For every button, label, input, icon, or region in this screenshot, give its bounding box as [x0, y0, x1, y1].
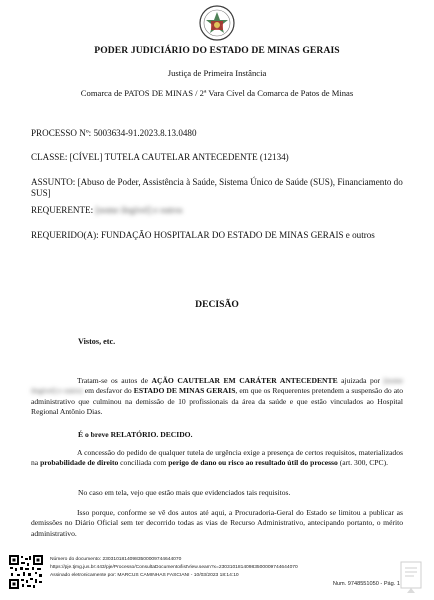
coat-of-arms-icon	[197, 3, 237, 43]
p3-text-e: (art. 300, CPC).	[337, 458, 389, 468]
p1-bold-state: ESTADO DE MINAS GERAIS	[133, 386, 236, 396]
p3-text-c: conciliada com	[118, 458, 169, 468]
paragraph-2	[78, 430, 398, 440]
p1-redacted-names: [nome ilegível] e outros	[31, 376, 403, 396]
document-number: Número do documento: 23031018140983500009744644070	[50, 557, 182, 562]
qr-code-icon[interactable]	[8, 554, 44, 590]
document-url[interactable]: https://pje.tjmg.jus.br:443/pje/Processo/ConsultaDocumento/listView.seam?x=23031018140983500009744644070	[50, 565, 298, 571]
p1-text-a: Tratam-se os autos de	[77, 376, 152, 385]
watermark-icon	[398, 558, 424, 594]
requerido-field: REQUERIDO(A): FUNDAÇÃO HOSPITALAR DO ESTADO DE MINAS GERAIS e outros	[31, 230, 375, 240]
court-subtitle: Justiça de Primeira Instância	[167, 68, 267, 78]
p2-text-b: RELATÓRIO. DECIDO.	[110, 430, 193, 439]
paragraph-1	[31, 376, 403, 418]
processo-number: PROCESSO Nº: 5003634-91.2023.8.13.0480	[31, 128, 197, 138]
p1-bold-action: AÇÃO CAUTELAR EM CARÁTER ANTECEDENTE	[151, 376, 338, 385]
classe-field: CLASSE: [CÍVEL] TUTELA CAUTELAR ANTECEDENTE (12134)	[31, 152, 289, 162]
p3-text-a: A concessão do pedido de qualquer tutela de urgência exige a presença de certos requisitos, materializados na	[31, 448, 403, 468]
court-division: Comarca de PATOS DE MINAS / 2ª Vara Cível da Comarca de Patos de Minas	[80, 88, 354, 98]
requerente-field	[31, 205, 403, 216]
paragraph-3	[31, 448, 403, 469]
p1-text-c: ajuizada por	[337, 376, 384, 385]
footer-info	[50, 556, 298, 581]
signature-info: Assinado eletronicamente por: MARCUS CAMINHAS FASCIANI - 10/03/2023 18:14:10	[50, 573, 239, 579]
paragraph-5: Isso porque, conforme se vê dos autos até aqui, a Procuradoria-Geral do Estado se limitou a publicar as demissões no Diário Oficial sem ter decorrido todas as vias de Recurso Administrativo, antecipando portanto, o mérito administrativo.	[31, 508, 403, 538]
assunto-field: ASSUNTO: [Abuso de Poder, Assistência à Saúde, Sistema Único de Saúde (SUS), Financiamento do SUS]	[31, 177, 403, 198]
p1-text-f: , em que os Requerentes pretendem a suspensão do ato administrativo que culminou na demissão de 10 profissionais da área da saúde e que estão vinculados ao Hospital Regional Antônio Dias.	[31, 386, 404, 417]
p3-bold-perigo: perigo de dano ou risco ao resultado útil do processo	[168, 458, 338, 468]
paragraph-4: No caso em tela, vejo que estão mais que evidenciados tais requisitos.	[78, 488, 291, 497]
p3-bold-probabilidade: probabilidade de direito	[40, 458, 119, 468]
p1-text-d: em desfavor do	[82, 386, 134, 396]
requerente-label: REQUERENTE:	[31, 205, 96, 215]
vistos-text: Vistos, etc.	[78, 337, 116, 346]
decision-heading: DECISÃO	[195, 299, 239, 310]
page-number: Num. 9748551050 - Pág. 1	[332, 581, 400, 587]
court-title: PODER JUDICIÁRIO DO ESTADO DE MINAS GERAIS	[94, 45, 340, 56]
p2-text-a: É o breve	[78, 430, 111, 439]
document-footer	[0, 552, 434, 600]
requerente-value-redacted: [nome ilegível] e outros	[95, 205, 183, 215]
